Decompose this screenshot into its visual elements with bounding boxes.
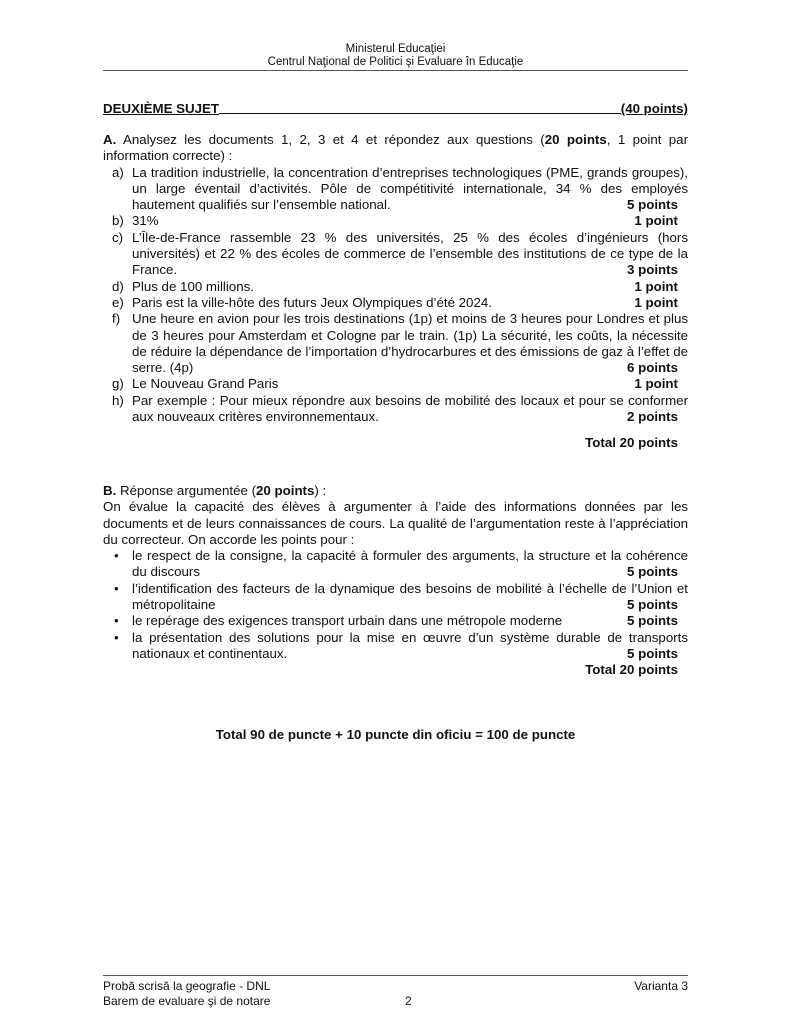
part-b-title-bold: 20 points [256, 483, 315, 498]
part-b-title [103, 483, 688, 499]
page-number: 2 [405, 994, 412, 1008]
title-underline [219, 101, 621, 114]
criterion-item [103, 548, 688, 581]
answer-list [103, 165, 688, 426]
item-label: b) [112, 213, 124, 229]
part-b-intro: On évalue la capacité des élèves à argumenter à l’aide des informations données par les documents et de leurs connaissances de cours. La qualité de l’argumentation reste à l’appréciation du correcteur. On accorde les points pour : [103, 499, 688, 547]
item-points: 2 points [627, 409, 678, 425]
bullet-icon: • [114, 613, 119, 629]
criterion-text: l’identification des facteurs de la dynamique des besoins de mobilité à l’échelle de l’Union et métropolitaine [132, 580, 688, 613]
item-label: a) [112, 164, 124, 180]
item-text: Par exemple : Pour mieux répondre aux besoins de mobilité des locaux et pour se conformer aux nouveaux critères environnementaux. [132, 392, 688, 425]
item-points: 1 point [634, 213, 678, 229]
header-ministry: Ministerul Educaţiei [345, 43, 446, 55]
subject-points: (40 points) [620, 101, 688, 116]
criterion-item [103, 581, 688, 614]
part-b-title-text: Réponse argumentée ( [116, 483, 257, 498]
subject-heading [103, 101, 688, 117]
footer-variant: Varianta 3 [634, 979, 688, 993]
criterion-points: 5 points [627, 597, 678, 613]
criterion-points: 5 points [627, 564, 678, 580]
part-b [103, 483, 688, 679]
footer-exam: Probă scrisă la geografie - DNL [103, 979, 271, 993]
item-text: Paris est la ville-hôte des futurs Jeux Olympiques d’été 2024. [132, 294, 492, 310]
header-rule [103, 70, 688, 71]
item-label: d) [112, 278, 124, 294]
intro-text: Analysez les documents 1, 2, 3 et 4 et répondez aux questions ( [116, 132, 545, 147]
item-points: 1 point [634, 278, 678, 294]
intro-bold: 20 points [544, 132, 607, 147]
answer-item [103, 279, 688, 295]
footer-barem: Barem de evaluare şi de notare [103, 994, 271, 1008]
part-b-title-end: ) : [314, 483, 327, 498]
item-text: Une heure en avion pour les trois destinations (1p) et moins de 3 heures pour Londres et plus de 3 heures pour Amsterdam et Cologne par le train. (1p) La sécurité, les coûts, la nécessite de réduire la dépendance de l’importation d’hydrocarbures et des émissions de gaz à l’effet de serre. (4p) [132, 311, 688, 376]
criterion-item [103, 613, 688, 629]
item-text: L’Île-de-France rassemble 23 % des universités, 25 % des écoles d’ingénieurs (hors universités) et 22 % des écoles de commerce de l’ensemble des institutions de ce type de la France. [132, 229, 688, 278]
item-label: f) [112, 311, 121, 327]
item-text: La tradition industrielle, la concentration d’entreprises technologiques (PME, grands groupes), un large éventail d’activités. Pôle de compétitivité internationale, 34 % des employés hautement qualifiés sur l’ensemble national. [132, 164, 688, 213]
part-b-total: Total 20 points [585, 662, 678, 678]
item-points: 3 points [627, 262, 678, 278]
part-a-total: Total 20 points [585, 435, 678, 451]
bullet-icon: • [114, 580, 119, 596]
footer-rule [103, 975, 688, 976]
item-label: h) [112, 392, 124, 408]
header-center: Centrul Naţional de Politici şi Evaluare în Educaţie [267, 56, 524, 68]
answer-item [103, 213, 688, 229]
part-a-label: A. [103, 132, 117, 147]
answer-item [103, 311, 688, 376]
part-a-intro [103, 132, 688, 165]
answer-item [103, 295, 688, 311]
intro-text-end: , 1 point par information correcte) : [103, 132, 689, 164]
item-text: 31% [132, 213, 159, 229]
bullet-icon: • [114, 629, 119, 645]
item-label: e) [112, 294, 124, 310]
item-label: c) [112, 229, 124, 245]
criterion-text: le respect de la consigne, la capacité à formuler des arguments, la structure et la cohérence du discours [132, 548, 688, 580]
grand-total: Total 90 de puncte + 10 puncte din oficiu = 100 de puncte [215, 727, 576, 742]
bullet-icon: • [114, 548, 119, 564]
criterion-text: le repérage des exigences transport urbain dans une métropole moderne [132, 613, 563, 629]
part-b-label: B. [103, 483, 117, 498]
item-points: 6 points [627, 360, 678, 376]
part-a [103, 132, 688, 452]
answer-item [103, 230, 688, 279]
item-label: g) [112, 376, 124, 392]
subject-title: DEUXIÈME SUJET [103, 101, 220, 116]
answer-item [103, 165, 688, 214]
item-points: 1 point [634, 376, 678, 392]
criterion-points: 5 points [627, 613, 678, 629]
item-text: Le Nouveau Grand Paris [132, 376, 279, 392]
answer-item [103, 393, 688, 426]
criterion-item [103, 630, 688, 663]
criterion-text: la présentation des solutions pour la mise en œuvre d’un système durable de transports nationaux et continentaux. [132, 629, 688, 661]
item-points: 1 point [634, 294, 678, 310]
answer-item [103, 376, 688, 392]
item-points: 5 points [627, 197, 678, 213]
criterion-points: 5 points [627, 645, 678, 661]
item-text: Plus de 100 millions. [132, 278, 254, 294]
